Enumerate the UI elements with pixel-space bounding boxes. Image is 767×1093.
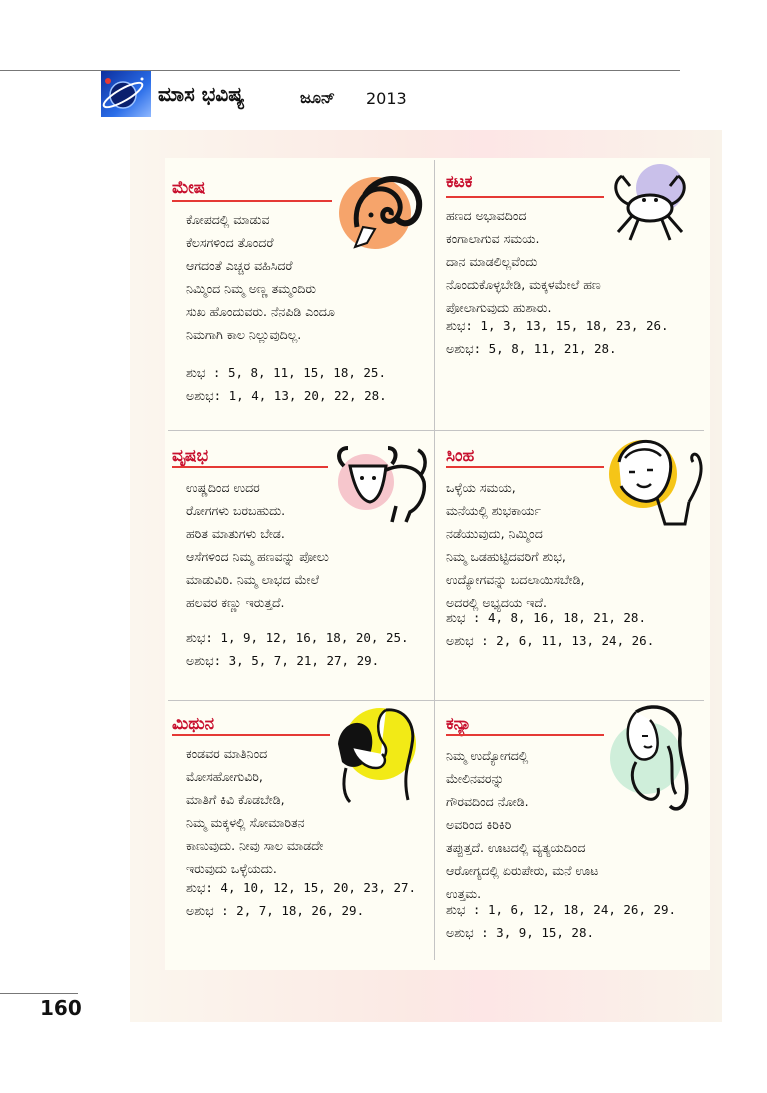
lucky-days: ಶುಭ : 5, 8, 11, 15, 18, 25. (186, 365, 386, 380)
text-line: ಮೋಸಹೋಗುವಿರಿ, (186, 769, 263, 784)
crab-icon (608, 160, 694, 250)
unlucky-days: ಅಶುಭ: 3, 5, 7, 21, 27, 29. (186, 653, 380, 668)
lucky-days: ಶುಭ : 1, 6, 12, 18, 24, 26, 29. (446, 902, 677, 917)
planet-logo-icon (101, 71, 151, 117)
column-divider (434, 160, 435, 960)
title-underline (172, 466, 328, 468)
text-line: ಕಂಗಾಲಾಗುವ ಸಮಯ. (446, 231, 540, 246)
sign-text-kataka (446, 204, 601, 319)
sign-text-simha (446, 476, 584, 614)
text-line: ಗೌರವದಿಂದ ನೋಡಿ. (446, 794, 529, 809)
lucky-days: ಶುಭ: 1, 3, 13, 15, 18, 23, 26. (446, 318, 669, 333)
page-title: ಮಾಸ ಭವಿಷ್ಯ (158, 82, 245, 106)
text-line: ನಿಮ್ಮ ಮಕ್ಕಳಲ್ಲಿ ಸೋಮಾರಿತನ (186, 815, 305, 830)
text-line: ನಿಮ್ಮ ಉದ್ಯೋಗದಲ್ಲಿ (446, 748, 529, 763)
sign-text-vrishabha (186, 476, 329, 614)
text-line: ಆಸೆಗಳಿಂದ ನಿಮ್ಮ ಹಣವನ್ನು ಪೋಲು (186, 549, 329, 564)
title-underline (446, 466, 604, 468)
header-year: 2013 (366, 89, 407, 108)
sign-title-vrishabha: ವೃಷಭ (172, 446, 209, 466)
text-line: ರೋಗಗಳು ಬರಬಹುದು. (186, 503, 286, 518)
text-line: ಉತ್ತಮ. (446, 886, 482, 901)
text-line: ನೊಂದುಕೊಳ್ಳಬೇಡಿ, ಮಕ್ಕಳಮೇಲೆ ಹಣ (446, 277, 601, 292)
lucky-days: ಶುಭ: 4, 10, 12, 15, 20, 23, 27. (186, 880, 417, 895)
text-line: ನಿಮ್ಮಿಂದ ನಿಮ್ಮ ಅಣ್ಣ ತಮ್ಮಂದಿರು (186, 281, 316, 296)
maiden-icon (606, 702, 700, 814)
title-underline (172, 200, 332, 202)
text-line: ಇರುವುದು ಒಳ್ಳೆಯದು. (186, 861, 277, 876)
sign-text-kanya (446, 744, 598, 905)
text-line: ಕಂಡವರ ಮಾತಿನಿಂದ (186, 746, 268, 761)
text-line: ಉದ್ಯೋಗವನ್ನು ಬದಲಾಯಿಸಬೇಡಿ, (446, 572, 585, 587)
text-line: ನಡೆಯುವುದು, ನಿಮ್ಮಿಂದ (446, 526, 543, 541)
sign-text-mithuna (186, 742, 323, 880)
text-line: ಹಲವರ ಕಣ್ಣು ಇರುತ್ತದೆ. (186, 595, 285, 610)
text-line: ಮನೆಯಲ್ಲಿ ಶುಭಕಾರ್ಯ (446, 503, 542, 518)
text-line: ಸುಖ ಹೊಂದುವರು. ನೆನಪಿಡಿ ಎಂದೂ (186, 304, 335, 319)
sign-title-mithuna: ಮಿಥುನ (172, 714, 215, 734)
lion-icon (605, 432, 705, 528)
text-line: ಪೋಲಾಗುವುದು ಹುಶಾರು. (446, 300, 552, 315)
row-divider (168, 700, 704, 701)
text-line: ನಿಮ್ಮ ಒಡಹುಟ್ಟಿದವರಿಗೆ ಶುಭ, (446, 549, 566, 564)
text-line: ನಿಮಗಾಗಿ ಕಾಲ ನಿಲ್ಲುವುದಿಲ್ಲ. (186, 327, 302, 342)
unlucky-days: ಅಶುಭ: 5, 8, 11, 21, 28. (446, 341, 617, 356)
page-number: 160 (40, 996, 82, 1020)
text-line: ಉಷ್ಣದಿಂದ ಉದರ (186, 480, 260, 495)
bull-icon (334, 436, 432, 524)
unlucky-days: ಅಶುಭ : 2, 6, 11, 13, 24, 26. (446, 633, 655, 648)
text-line: ಆಗದಂತೆ ಎಚ್ಚರ ವಹಿಸಿದರೆ (186, 258, 293, 273)
text-line: ಮಾಡುವಿರಿ. ನಿಮ್ಮ ಲಾಭದ ಮೇಲೆ (186, 572, 320, 587)
text-line: ದಾನ ಮಾಡಲಿಲ್ಲವೆಂದು (446, 254, 538, 269)
sign-title-kanya: ಕನ್ಯಾ (446, 714, 472, 734)
sign-title-mesha: ಮೇಷ (172, 178, 206, 198)
twins-icon (332, 704, 426, 804)
text-line: ಹಣದ ಅಭಾವದಿಂದ (446, 208, 527, 223)
sign-title-simha: ಸಿಂಹ (446, 446, 475, 466)
text-line: ಮೇಲಿನವರನ್ನು (446, 771, 505, 786)
text-line: ಅದರಲ್ಲಿ ಅಭ್ಯದಯ ಇದೆ. (446, 595, 547, 610)
title-underline (446, 196, 604, 198)
lucky-days: ಶುಭ: 1, 9, 12, 16, 18, 20, 25. (186, 630, 409, 645)
sign-text-mesha (186, 208, 335, 346)
lucky-days: ಶುಭ : 4, 8, 16, 18, 21, 28. (446, 610, 646, 625)
unlucky-days: ಅಶುಭ : 2, 7, 18, 26, 29. (186, 903, 365, 918)
header-month: ಜೂನ್ (300, 88, 336, 107)
text-line: ಹರಿತ ಮಾತುಗಳು ಬೇಡ. (186, 526, 285, 541)
text-line: ಅವರಿಂದ ಕಿರಿಕಿರಿ (446, 817, 512, 832)
row-divider (168, 430, 704, 431)
text-line: ತಪ್ಪುತ್ತದೆ. ಊಟದಲ್ಲಿ ವ್ಯತ್ಯಯದಿಂದ (446, 840, 586, 855)
title-underline (172, 734, 330, 736)
unlucky-days: ಅಶುಭ: 1, 4, 13, 20, 22, 28. (186, 388, 387, 403)
ram-icon (335, 165, 423, 260)
text-line: ಕಾಣುವುದು. ನೀವು ಸಾಲ ಮಾಡದೇ (186, 838, 324, 853)
page-number-rule (0, 993, 78, 994)
title-underline (446, 734, 604, 736)
text-line: ಕೋಪದಲ್ಲಿ ಮಾಡುವ (186, 212, 270, 227)
text-line: ಕೆಲಸಗಳಿಂದ ತೊಂದರೆ (186, 235, 274, 250)
text-line: ಮಾತಿಗೆ ಕಿವಿ ಕೊಡಬೇಡಿ, (186, 792, 285, 807)
text-line: ಒಳ್ಳೆಯ ಸಮಯ, (446, 480, 516, 495)
text-line: ಆರೋಗ್ಯದಲ್ಲಿ ಏರುಪೇರು, ಮನೆ ಊಟ (446, 863, 599, 878)
unlucky-days: ಅಶುಭ : 3, 9, 15, 28. (446, 925, 595, 940)
sign-title-kataka: ಕಟಕ (446, 172, 473, 192)
